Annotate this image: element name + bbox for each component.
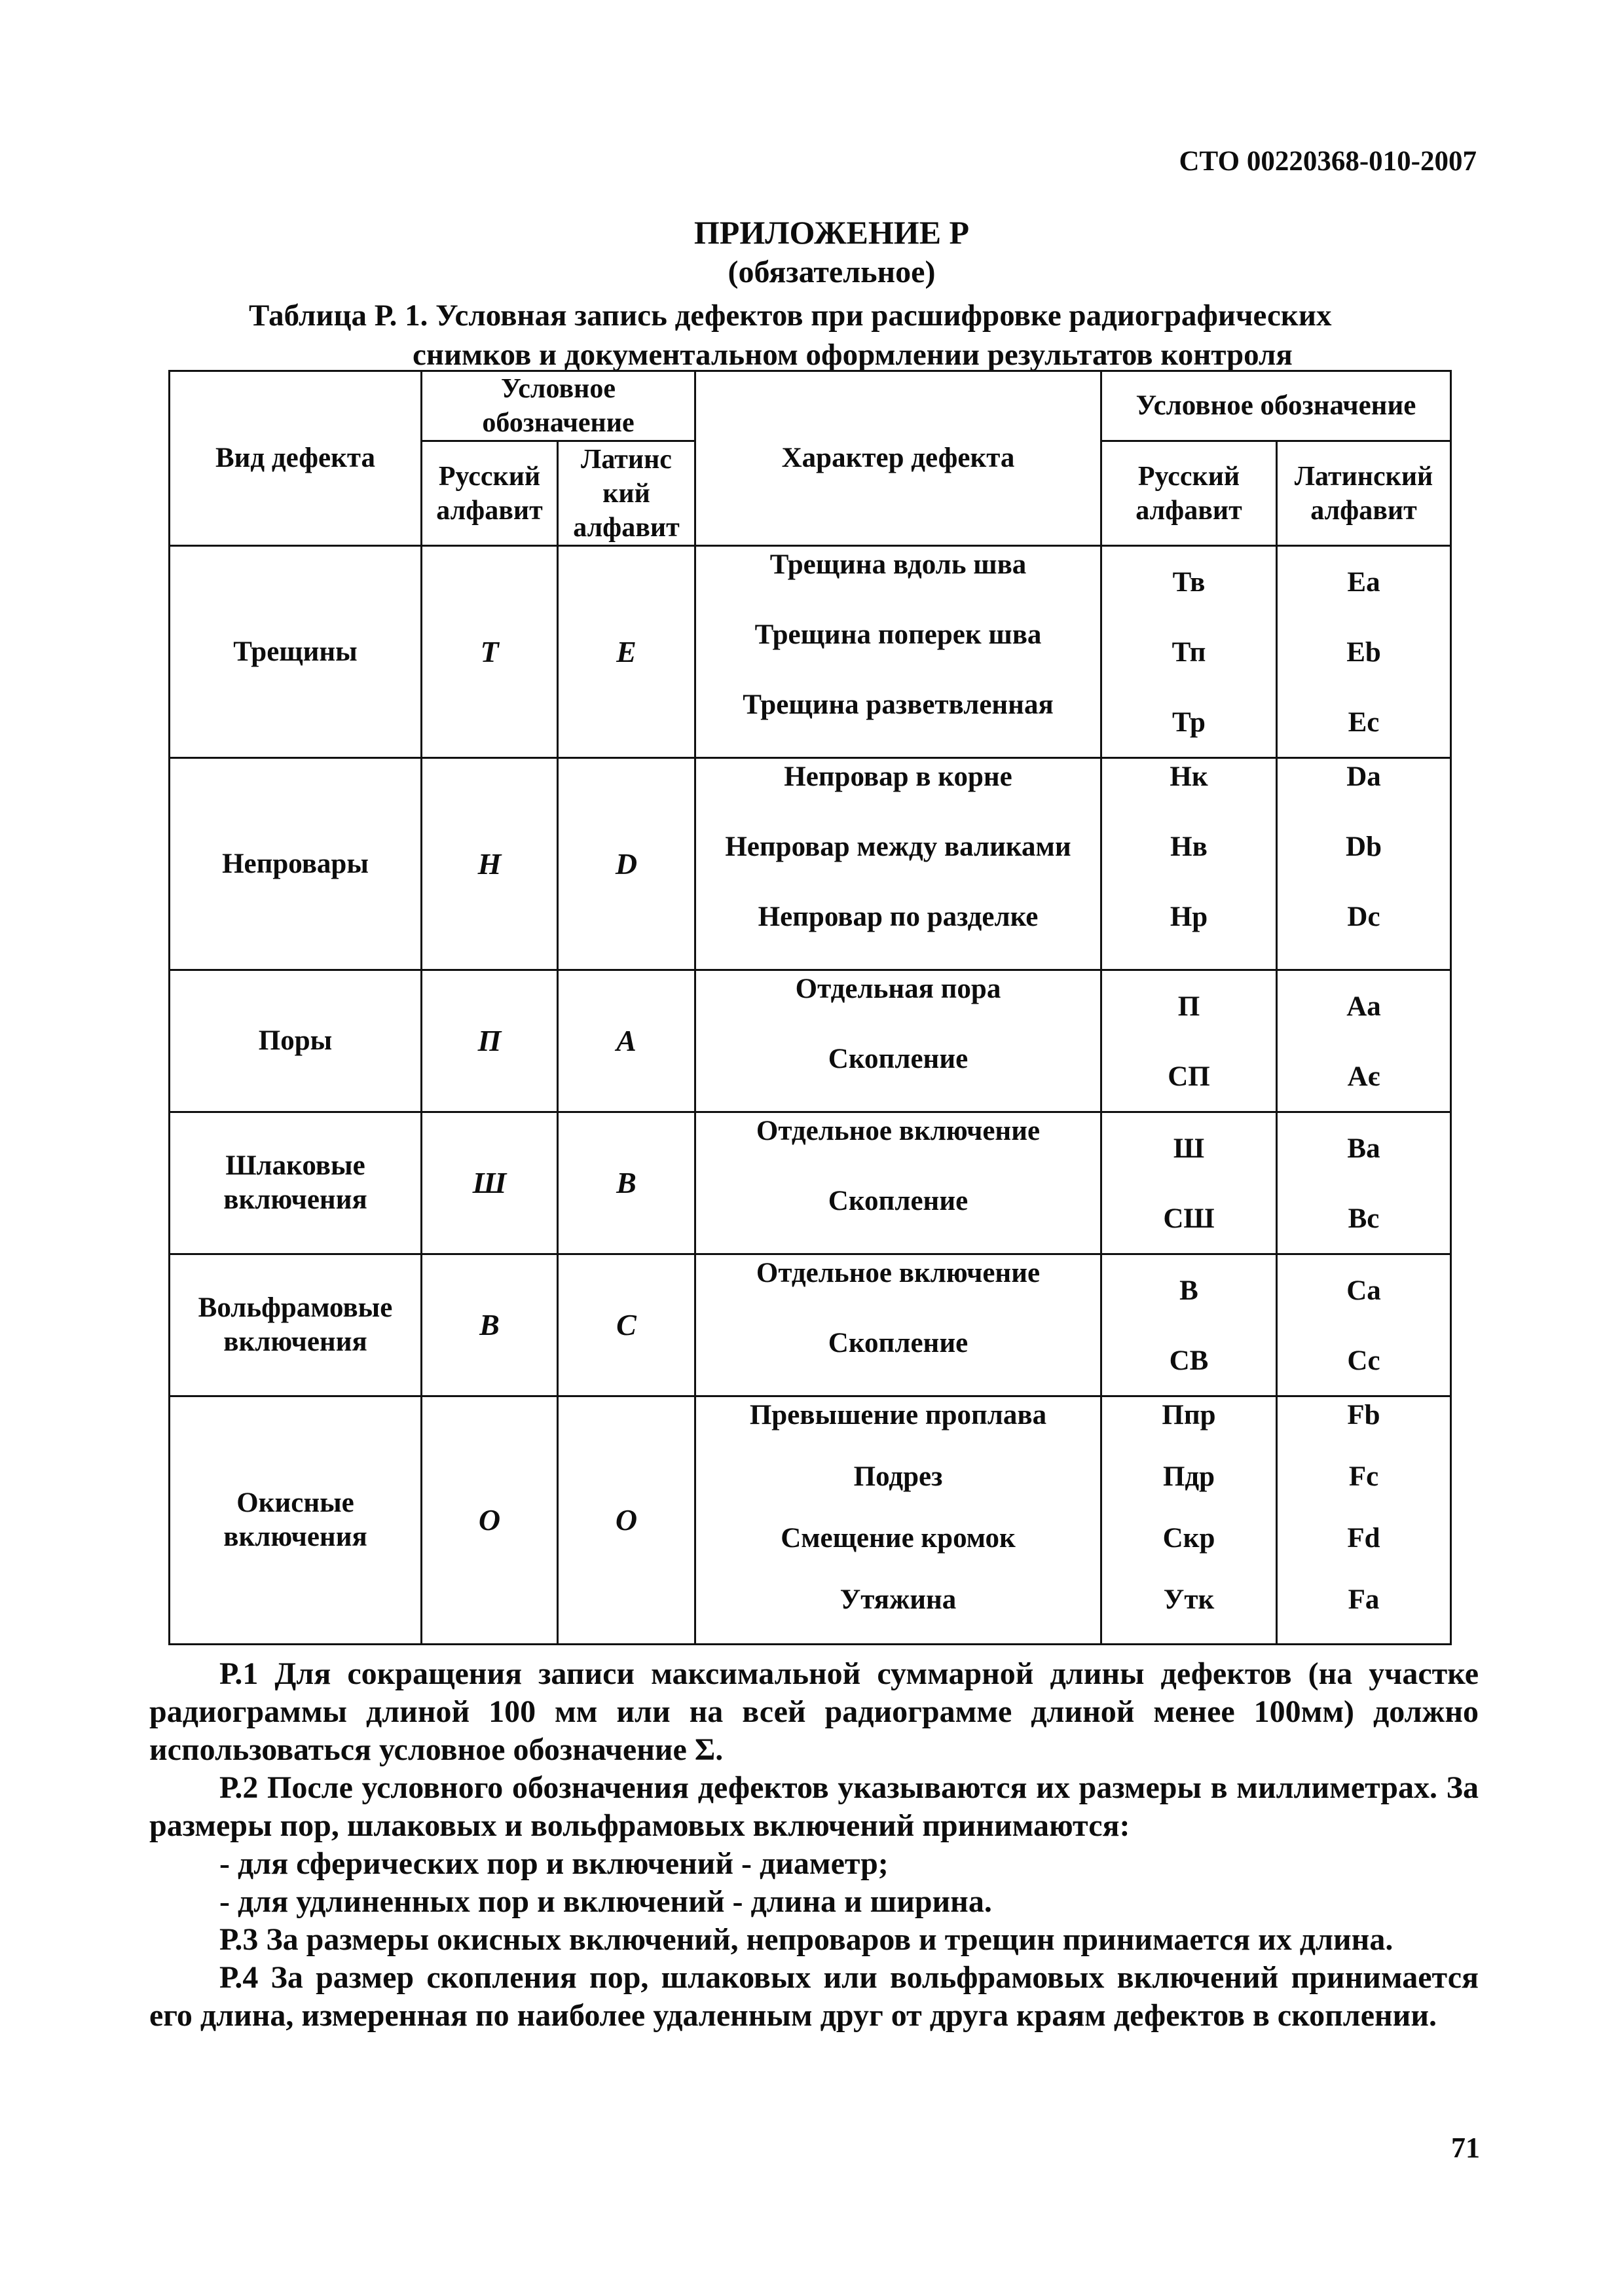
ru-subcode: Ш xyxy=(1173,1133,1205,1164)
lat-subcode-cell xyxy=(1277,1396,1451,1645)
note-dash-1: - для сферических пор и включений - диаметр; xyxy=(219,1846,889,1881)
document-code: СТО 00220368-010-2007 xyxy=(1179,146,1477,177)
lat-subcode: Fc xyxy=(1348,1461,1379,1492)
nature-item: Отдельное включение xyxy=(756,1116,1041,1146)
page-number: 71 xyxy=(1451,2132,1480,2164)
header-russian-alphabet-right: Русский алфавит xyxy=(1101,441,1277,546)
appendix-subtitle: (обязательное) xyxy=(728,255,936,289)
nature-item: Скопление xyxy=(828,1186,969,1216)
nature-item: Скопление xyxy=(828,1044,969,1074)
nature-cell xyxy=(695,1254,1101,1396)
appendix-title: ПРИЛОЖЕНИЕ Р xyxy=(693,214,970,251)
ru-subcode: СШ xyxy=(1163,1203,1215,1234)
lat-subcode-cell xyxy=(1277,758,1451,970)
nature-item: Утяжина xyxy=(840,1584,957,1615)
lat-code-cell: В xyxy=(558,1112,695,1254)
lat-subcode: Aa xyxy=(1346,991,1381,1022)
ru-subcode: В xyxy=(1179,1275,1198,1306)
header-defect-type: Вид дефекта xyxy=(170,371,422,546)
ru-subcode: Пдр xyxy=(1162,1461,1215,1492)
ru-subcode: Тв xyxy=(1172,566,1206,598)
nature-cell xyxy=(695,970,1101,1112)
lat-subcode: Db xyxy=(1346,831,1382,862)
nature-item: Трещина вдоль шва xyxy=(769,549,1027,580)
defect-type-cell: Вольфрамовые включения xyxy=(170,1254,422,1396)
table-row xyxy=(170,1254,1451,1396)
lat-subcode: Ea xyxy=(1347,566,1380,598)
table-row xyxy=(170,1396,1451,1645)
lat-subcode-cell xyxy=(1277,546,1451,758)
ru-code-cell: В xyxy=(422,1254,558,1396)
defect-type-cell: Поры xyxy=(170,970,422,1112)
lat-subcode: Fb xyxy=(1347,1400,1380,1430)
lat-code-cell: С xyxy=(558,1254,695,1396)
ru-subcode-cell xyxy=(1101,546,1277,758)
lat-subcode-cell xyxy=(1277,970,1451,1112)
lat-subcode: Bc xyxy=(1348,1203,1380,1234)
table-row xyxy=(170,1112,1451,1254)
lat-subcode: Da xyxy=(1346,761,1381,792)
ru-code-cell: Т xyxy=(422,546,558,758)
ru-code-cell: Н xyxy=(422,758,558,970)
lat-subcode: Ec xyxy=(1348,706,1380,738)
nature-cell xyxy=(695,1396,1101,1645)
lat-code-cell: Е xyxy=(558,546,695,758)
nature-item: Трещина разветвленная xyxy=(743,689,1054,720)
table-row xyxy=(170,546,1451,758)
defect-type-cell: Трещины xyxy=(170,546,422,758)
nature-item: Скопление xyxy=(828,1328,969,1358)
table-caption-line-1: Таблица Р. 1. Условная запись дефектов при расшифровке радиографических xyxy=(249,299,1332,333)
ru-subcode: П xyxy=(1177,991,1200,1022)
ru-subcode: СВ xyxy=(1169,1345,1209,1376)
nature-item: Непровар между валиками xyxy=(725,831,1071,862)
ru-subcode: Утк xyxy=(1163,1584,1215,1615)
table-caption xyxy=(249,296,1395,374)
defect-type-cell: Непровары xyxy=(170,758,422,970)
lat-subcode-cell xyxy=(1277,1112,1451,1254)
ru-subcode: Тр xyxy=(1172,706,1206,738)
nature-cell xyxy=(695,546,1101,758)
lat-code-cell: D xyxy=(558,758,695,970)
lat-subcode: Fd xyxy=(1347,1523,1380,1554)
ru-subcode: Скр xyxy=(1162,1523,1215,1554)
note-p3: Р.3 За размеры окисных включений, непроваров и трещин принимается их длина. xyxy=(219,1922,1393,1957)
nature-item: Непровар по разделке xyxy=(758,902,1039,932)
ru-subcode: Нв xyxy=(1170,831,1208,862)
ru-code-cell: О xyxy=(422,1396,558,1645)
lat-subcode: Eb xyxy=(1346,636,1381,668)
ru-subcode: Нк xyxy=(1170,761,1208,792)
nature-cell xyxy=(695,1112,1101,1254)
lat-subcode-cell xyxy=(1277,1254,1451,1396)
header-nature: Характер дефекта xyxy=(695,371,1101,546)
defects-table xyxy=(168,370,1452,1645)
table-row xyxy=(170,758,1451,970)
ru-code-cell: П xyxy=(422,970,558,1112)
nature-item: Непровар в корне xyxy=(784,761,1012,792)
ru-subcode-cell xyxy=(1101,758,1277,970)
ru-subcode-cell xyxy=(1101,1396,1277,1645)
lat-subcode: Ba xyxy=(1347,1133,1380,1164)
note-p2: Р.2 После условного обозначения дефектов указываются их размеры в миллиметрах. За размеры пор, шлаковых и вольфрамовых включений принимаются: xyxy=(149,1770,1479,1843)
header-symbol-group: Условное обозначение xyxy=(422,371,695,441)
lat-subcode: Dc xyxy=(1347,902,1380,932)
nature-item: Трещина поперек шва xyxy=(754,619,1042,650)
ru-subcode: Ппр xyxy=(1162,1400,1216,1430)
ru-subcode: Нр xyxy=(1170,902,1208,932)
lat-subcode: Ca xyxy=(1346,1275,1381,1306)
header-russian-alphabet: Русский алфавит xyxy=(422,441,558,546)
lat-code-cell: А xyxy=(558,970,695,1112)
header-latin-alphabet: Латинс кий алфавит xyxy=(558,441,695,546)
lat-code-cell: О xyxy=(558,1396,695,1645)
ru-code-cell: Ш xyxy=(422,1112,558,1254)
defect-type-cell: Окисные включения xyxy=(170,1396,422,1645)
nature-item: Отдельная пора xyxy=(795,974,1001,1004)
ru-subcode-cell xyxy=(1101,1112,1277,1254)
header-latin-alphabet-right: Латинский алфавит xyxy=(1277,441,1451,546)
nature-item: Отдельное включение xyxy=(756,1258,1041,1288)
note-p4: Р.4 За размер скопления пор, шлаковых или вольфрамовых включений принимается его длина, измеренная по наиболее удаленным друг от друга краям дефектов в скоплении. xyxy=(149,1960,1479,2033)
lat-subcode: Aє xyxy=(1347,1061,1380,1092)
notes-section xyxy=(149,1655,1479,2035)
header-symbol-group-right: Условное обозначение xyxy=(1101,371,1451,441)
ru-subcode-cell xyxy=(1101,970,1277,1112)
lat-subcode: Fa xyxy=(1348,1584,1380,1615)
defect-type-cell: Шлаковые включения xyxy=(170,1112,422,1254)
note-p1: Р.1 Для сокращения записи максимальной суммарной длины дефектов (на участке радиограммы длиной 100 мм или на всей радиограмме длиной менее 100мм) должно использоваться условное обозначение Σ. xyxy=(149,1656,1479,1767)
nature-item: Смещение кромок xyxy=(781,1523,1016,1554)
table-row xyxy=(170,970,1451,1112)
nature-item: Превышение проплава xyxy=(749,1400,1047,1430)
ru-subcode: Тп xyxy=(1172,636,1206,668)
table-caption-line-2: снимков и документальном оформлении результатов контроля xyxy=(413,338,1293,372)
lat-subcode: Cc xyxy=(1347,1345,1380,1376)
nature-item: Подрез xyxy=(853,1461,943,1492)
nature-cell xyxy=(695,758,1101,970)
ru-subcode: СП xyxy=(1168,1061,1210,1092)
ru-subcode-cell xyxy=(1101,1254,1277,1396)
note-dash-2: - для удлиненных пор и включений - длина и ширина. xyxy=(219,1884,992,1919)
